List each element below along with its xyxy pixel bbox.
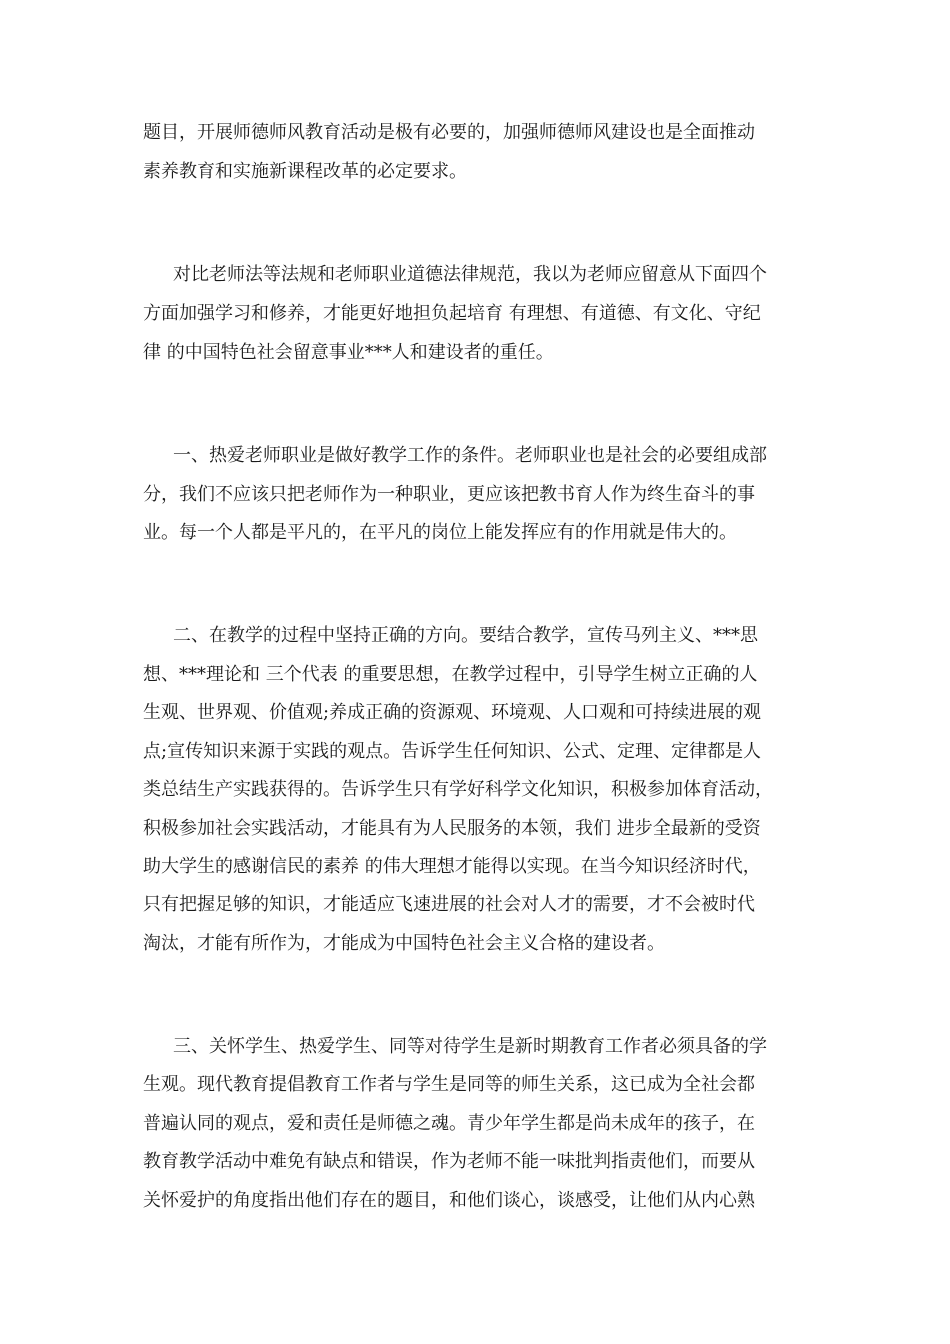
paragraph-4-line-4: 点;宣传知识来源于实践的观点。告诉学生任何知识、公式、定理、定律都是人 [143,741,762,762]
paragraph-4-line-9: 淘汰，才能有所作为，才能成为中国特色社会主义合格的建设者。 [143,933,665,954]
paragraph-2-line-2: 方面加强学习和修养，才能更好地担负起培育 有理想、有道德、有文化、守纪 [143,303,761,324]
paragraph-5-line-4: 教育教学活动中难免有缺点和错误，作为老师不能一味批判指责他们，而要从 [143,1151,755,1172]
paragraph-4-line-5: 类总结生产实践获得的。告诉学生只有学好科学文化知识，积极参加体育活动， [143,779,773,800]
paragraph-3-line-3: 业。每一个人都是平凡的，在平凡的岗位上能发挥应有的作用就是伟大的。 [143,522,737,543]
paragraph-5-line-2: 生观。现代教育提倡教育工作者与学生是同等的师生关系，这已成为全社会都 [143,1074,755,1095]
paragraph-4-line-2: 想、***理论和 三个代表 的重要思想，在教学过程中，引导学生树立正确的人 [143,664,758,685]
paragraph-5-line-1: 三、关怀学生、热爱学生、同等对待学生是新时期教育工作者必须具备的学 [173,1036,767,1057]
paragraph-1-line-2: 素养教育和实施新课程改革的必定要求。 [143,161,467,182]
paragraph-1-line-1: 题目，开展师德师风教育活动是极有必要的，加强师德师风建设也是全面推动 [143,122,755,143]
paragraph-3-line-1: 一、热爱老师职业是做好教学工作的条件。老师职业也是社会的必要组成部 [173,445,767,466]
paragraph-4-line-8: 只有把握足够的知识，才能适应飞速进展的社会对人才的需要，才不会被时代 [143,894,755,915]
paragraph-3-line-2: 分，我们不应该只把老师作为一种职业，更应该把教书育人作为终生奋斗的事 [143,484,755,505]
paragraph-2-line-3: 律 的中国特色社会留意事业***人和建设者的重任。 [143,342,554,363]
paragraph-2-line-1: 对比老师法等法规和老师职业道德法律规范，我以为老师应留意从下面四个 [173,264,767,285]
paragraph-5-line-3: 普遍认同的观点，爱和责任是师德之魂。青少年学生都是尚未成年的孩子，在 [143,1113,755,1134]
paragraph-4-line-1: 二、在教学的过程中坚持正确的方向。要结合教学，宣传马列主义、***思 [173,625,758,646]
paragraph-5-line-5: 关怀爱护的角度指出他们存在的题目，和他们谈心，谈感受，让他们从内心熟 [143,1190,755,1211]
paragraph-4-line-6: 积极参加社会实践活动，才能具有为人民服务的本领，我们 进步全最新的受资 [143,818,761,839]
paragraph-4-line-7: 助大学生的感谢信民的素养 的伟大理想才能得以实现。在当今知识经济时代， [143,856,761,877]
paragraph-4-line-3: 生观、世界观、价值观;养成正确的资源观、环境观、人口观和可持续进展的观 [143,702,762,723]
